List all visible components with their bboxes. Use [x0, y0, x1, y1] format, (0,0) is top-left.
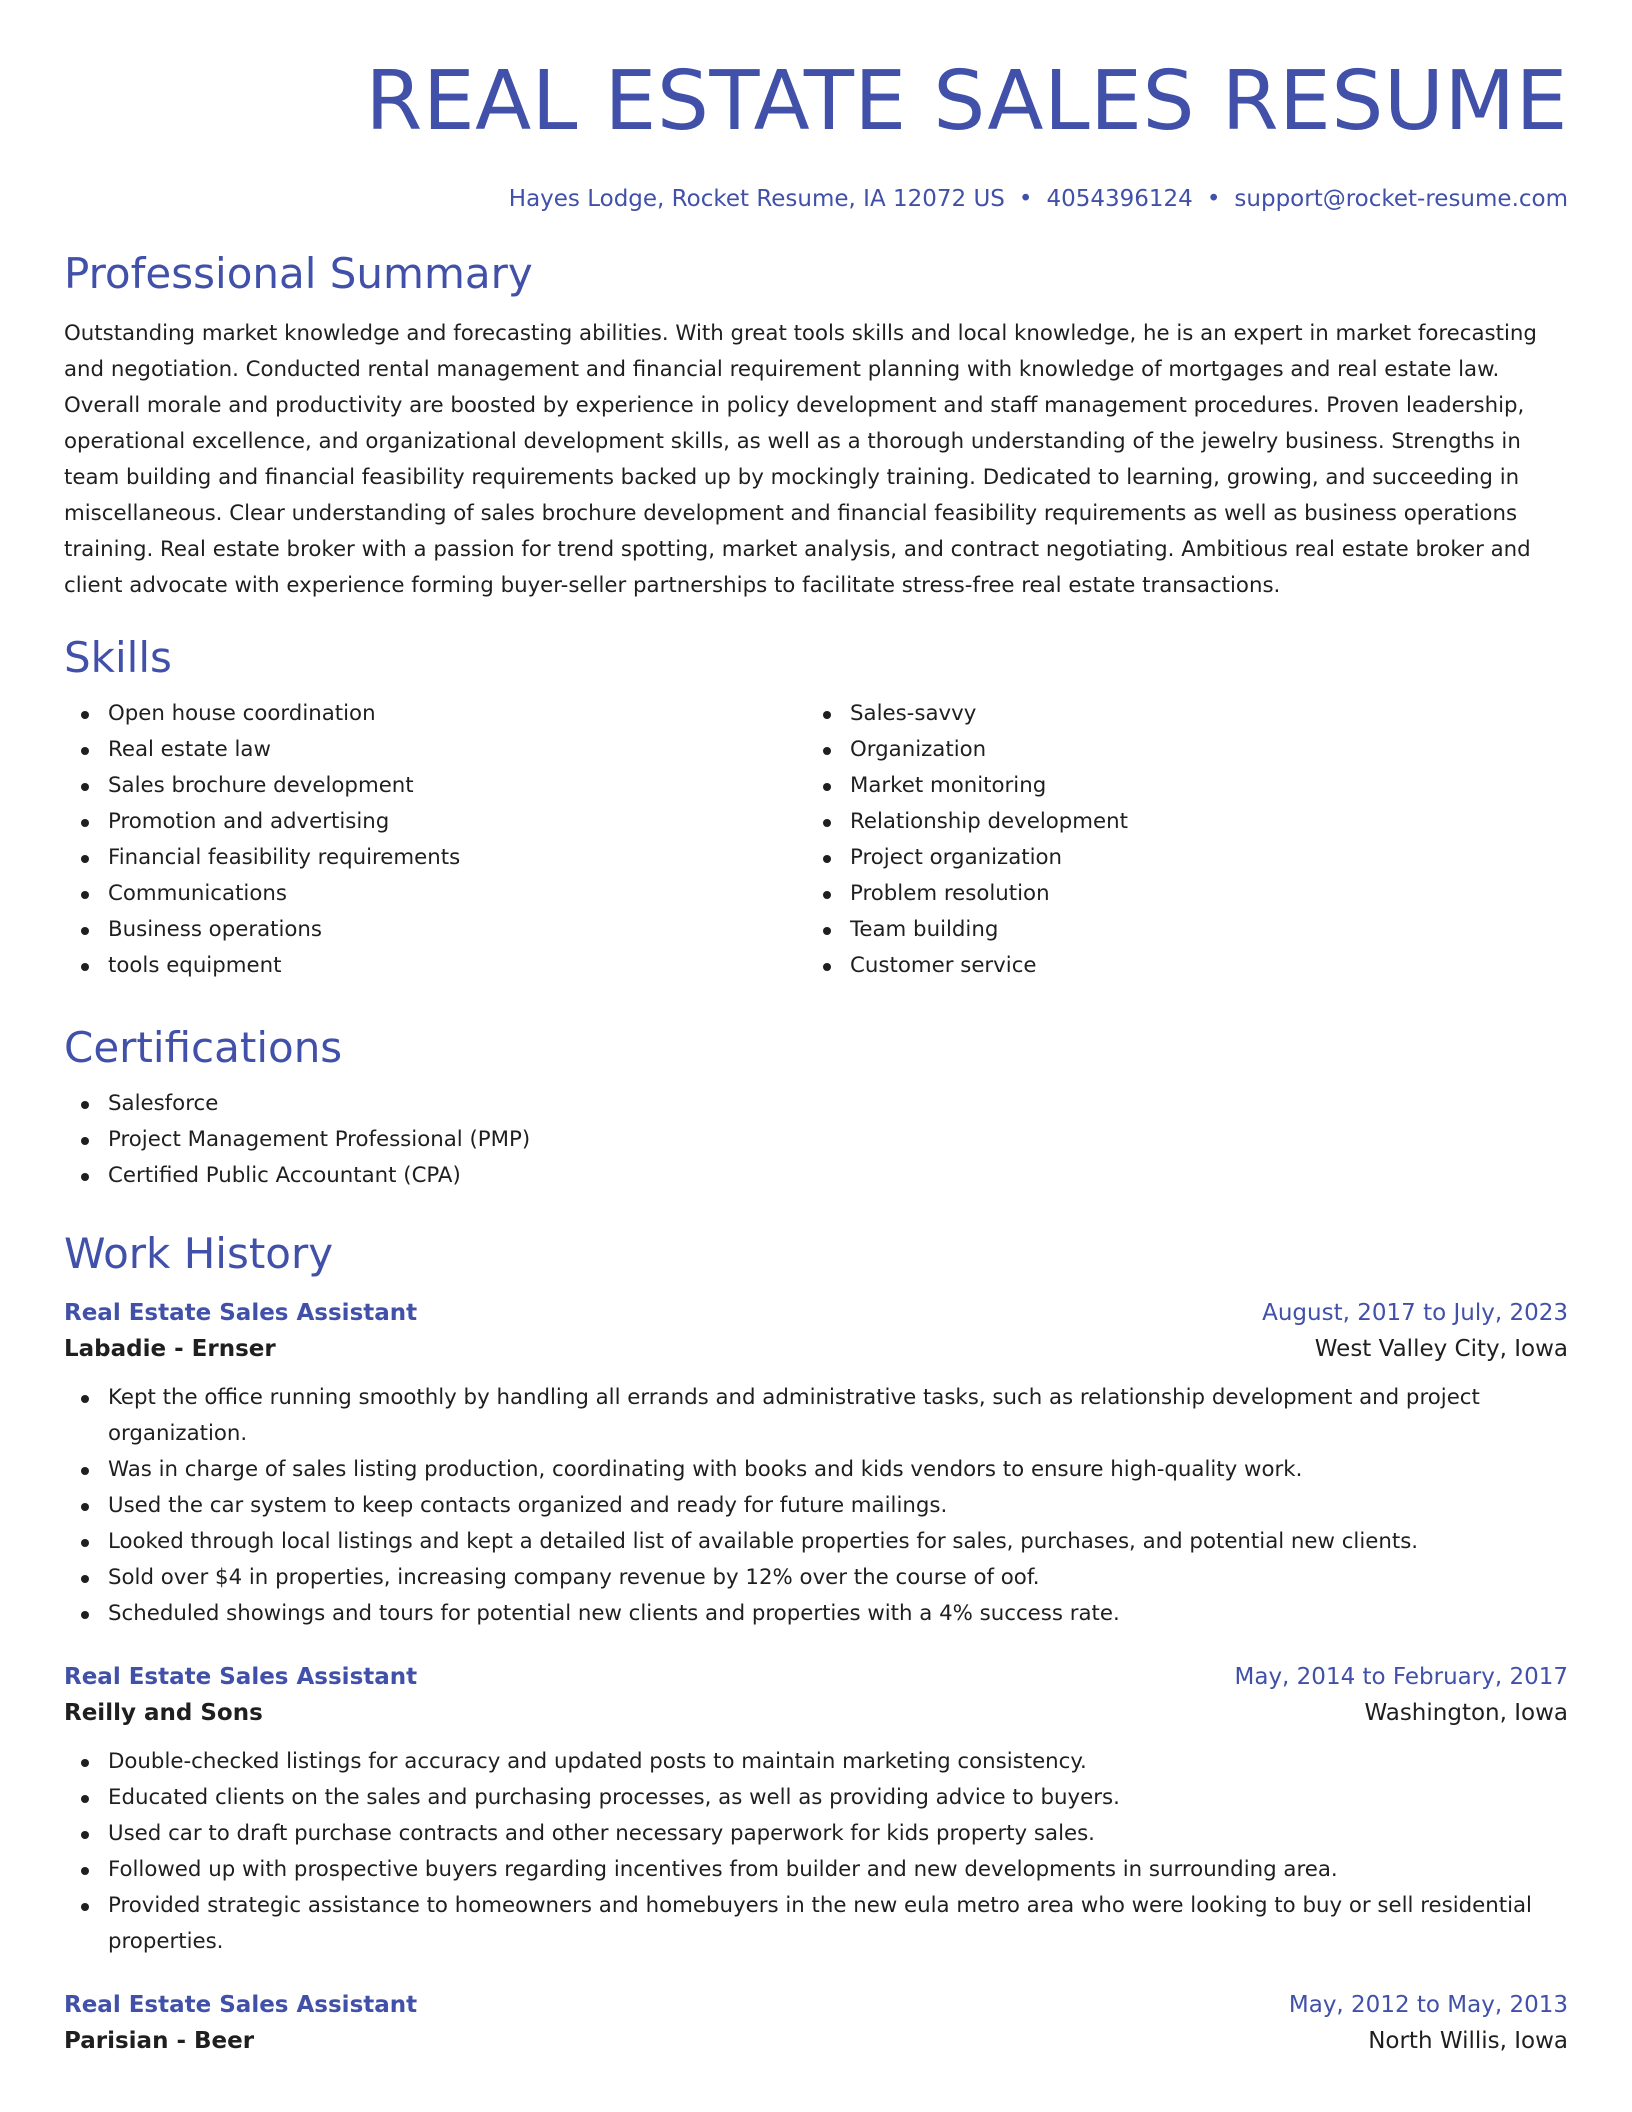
- job-header-row: [64, 1988, 1568, 2022]
- resume-title: REAL ESTATE SALES RESUME: [365, 54, 1568, 149]
- job-title: Real Estate Sales Assistant: [64, 1664, 418, 1690]
- certification-item: Certified Public Accountant (CPA): [64, 1158, 1568, 1194]
- job-duty-item: Used the car system to keep contacts organized and ready for future mailings.: [64, 1488, 1568, 1524]
- job-dates: May, 2014 to February, 2017: [1234, 1664, 1568, 1690]
- job-duty-item: Educated clients on the sales and purchasing processes, as well as providing advice to buyers.: [64, 1780, 1568, 1816]
- skill-item: Communications: [64, 876, 806, 912]
- skills-column-right: [806, 696, 1548, 984]
- skill-item: Promotion and advertising: [64, 804, 806, 840]
- job-duty-item: Kept the office running smoothly by handling all errands and administrative tasks, such as relationship development and project organization.: [64, 1380, 1568, 1452]
- contact-separator: •: [1206, 186, 1221, 212]
- contact-email: support@rocket-resume.com: [1234, 186, 1568, 212]
- skill-item: Organization: [806, 732, 1548, 768]
- section-heading: Certifications: [64, 1023, 343, 1072]
- job-title: Real Estate Sales Assistant: [64, 1992, 418, 2018]
- job-location: Washington, Iowa: [1364, 1700, 1568, 1726]
- job-employer-row: [64, 1330, 1568, 1368]
- skills-grid: [64, 696, 1568, 984]
- certification-item: Project Management Professional (PMP): [64, 1122, 1568, 1158]
- job-duties-list: [64, 1380, 1568, 1632]
- skill-item: Project organization: [806, 840, 1548, 876]
- certification-item: Salesforce: [64, 1086, 1568, 1122]
- job-header-row: [64, 1660, 1568, 1694]
- contact-separator: •: [1018, 186, 1033, 212]
- skill-item: Sales brochure development: [64, 768, 806, 804]
- skills-column-left: [64, 696, 806, 984]
- job-location: North Willis, Iowa: [1368, 2028, 1568, 2054]
- skill-item: Relationship development: [806, 804, 1548, 840]
- certifications-section: [64, 1022, 1568, 1194]
- job-duty-item: Followed up with prospective buyers regarding incentives from builder and new developments in surrounding area.: [64, 1852, 1568, 1888]
- job-duties-list: [64, 1744, 1568, 1960]
- certifications-list: [64, 1086, 1568, 1194]
- job-employer-row: [64, 1694, 1568, 1732]
- section-heading: Professional Summary: [64, 249, 533, 298]
- skills-list-left: [64, 696, 806, 984]
- job-entry: [64, 1660, 1568, 1960]
- job-company: Labadie - Ernser: [64, 1336, 276, 1362]
- skill-item: Open house coordination: [64, 696, 806, 732]
- skill-item: Sales-savvy: [806, 696, 1548, 732]
- contact-phone: 4054396124: [1046, 186, 1193, 212]
- skill-item: Team building: [806, 912, 1548, 948]
- job-location: West Valley City, Iowa: [1314, 1336, 1568, 1362]
- skill-item: Real estate law: [64, 732, 806, 768]
- job-duty-item: Double-checked listings for accuracy and updated posts to maintain marketing consistency.: [64, 1744, 1568, 1780]
- contact-address: Hayes Lodge, Rocket Resume, IA 12072 US: [508, 186, 1005, 212]
- section-heading: Skills: [64, 633, 172, 682]
- job-employer-row: [64, 2022, 1568, 2060]
- job-header-row: [64, 1296, 1568, 1330]
- skill-item: Customer service: [806, 948, 1548, 984]
- skill-item: Problem resolution: [806, 876, 1548, 912]
- job-duty-item: Was in charge of sales listing production, coordinating with books and kids vendors to ensure high-quality work.: [64, 1452, 1568, 1488]
- skill-item: Business operations: [64, 912, 806, 948]
- skill-item: tools equipment: [64, 948, 806, 984]
- skill-item: Market monitoring: [806, 768, 1548, 804]
- job-duty-item: Scheduled showings and tours for potential new clients and properties with a 4% success rate.: [64, 1596, 1568, 1632]
- job-duty-item: Used car to draft purchase contracts and other necessary paperwork for kids property sales.: [64, 1816, 1568, 1852]
- section-heading: Work History: [64, 1229, 334, 1278]
- summary-text: Outstanding market knowledge and forecasting abilities. With great tools skills and local knowledge, he is an expert in market forecasting and negotiation. Conducted rental management and financial requirement planning with knowledge of mortgages and real estate law. Overall morale and productivity are boosted by experience in policy development and staff management procedures. Proven leadership, operational excellence, and organizational development skills, as well as a thorough understanding of the jewelry business. Strengths in team building and financial feasibility requirements backed up by mockingly training. Dedicated to learning, growing, and succeeding in miscellaneous. Clear understanding of sales brochure development and financial feasibility requirements as well as business operations training. Real estate broker with a passion for trend spotting, market analysis, and contract negotiating. Ambitious real estate broker and client advocate with experience forming buyer-seller partnerships to facilitate stress-free real estate transactions.: [64, 321, 1537, 598]
- job-duty-item: Provided strategic assistance to homeowners and homebuyers in the new eula metro area who were looking to buy or sell residential properties.: [64, 1888, 1568, 1960]
- skills-section: [64, 632, 1568, 984]
- job-dates: August, 2017 to July, 2023: [1262, 1300, 1568, 1326]
- job-entry: [64, 1988, 1568, 2060]
- job-company: Reilly and Sons: [64, 1700, 263, 1726]
- contact-line: [64, 184, 1568, 214]
- job-title: Real Estate Sales Assistant: [64, 1300, 418, 1326]
- professional-summary-section: [64, 248, 1568, 604]
- job-company: Parisian - Beer: [64, 2028, 255, 2054]
- job-duty-item: Sold over $4 in properties, increasing company revenue by 12% over the course of oof.: [64, 1560, 1568, 1596]
- job-dates: May, 2012 to May, 2013: [1288, 1992, 1568, 2018]
- work-history-section: [64, 1228, 1568, 2060]
- skill-item: Financial feasibility requirements: [64, 840, 806, 876]
- job-duty-item: Looked through local listings and kept a detailed list of available properties for sales, purchases, and potential new clients.: [64, 1524, 1568, 1560]
- job-entry: [64, 1296, 1568, 1632]
- skills-list-right: [806, 696, 1548, 984]
